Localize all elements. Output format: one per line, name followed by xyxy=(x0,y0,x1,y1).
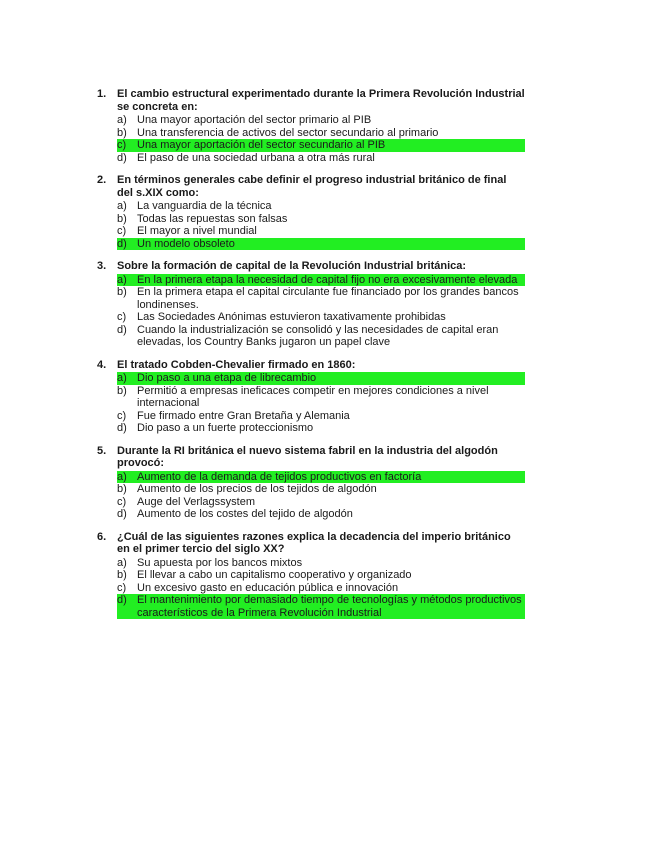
option-letter: d) xyxy=(117,323,127,336)
option xyxy=(97,213,525,226)
question-3 xyxy=(97,260,525,349)
question-heading xyxy=(97,531,525,556)
option-letter: d) xyxy=(117,422,127,434)
question-text: ¿Cuál de las siguientes razones explica la decadencia del imperio británico en el primer tercio del siglo XX? xyxy=(117,530,511,555)
option-list xyxy=(97,200,525,250)
option-letter: b) xyxy=(117,569,127,581)
option-text: El paso de una sociedad urbana a otra más rural xyxy=(137,151,375,164)
option-list xyxy=(97,471,525,521)
option-letter: b) xyxy=(117,286,127,298)
option-text: Aumento de los costes del tejido de algodón xyxy=(137,508,353,520)
question-number: 2. xyxy=(97,174,107,186)
option-text: Dio paso a una etapa de librecambio xyxy=(137,372,525,385)
option-list xyxy=(97,372,525,435)
option xyxy=(97,483,525,496)
question-text: El tratado Cobden-Chevalier firmado en 1860: xyxy=(117,358,356,371)
option-text: El llevar a cabo un capitalismo cooperativo y organizado xyxy=(137,569,412,581)
option xyxy=(97,114,525,127)
question-text: Sobre la formación de capital de la Revolución Industrial británica: xyxy=(117,260,467,272)
option xyxy=(97,410,525,423)
question-number: 6. xyxy=(97,530,107,543)
option xyxy=(97,152,525,165)
option-letter: d) xyxy=(117,238,137,251)
option-text: Su apuesta por los bancos mixtos xyxy=(137,556,303,569)
question-number: 1. xyxy=(97,88,107,100)
option-text: En la primera etapa la necesidad de capital fijo no era excesivamente elevada xyxy=(137,274,525,287)
option-text: Aumento de la demanda de tejidos productivos en factoría xyxy=(137,471,525,484)
option xyxy=(97,385,525,410)
option-text: En la primera etapa el capital circulante fue financiado por los grandes bancos londinenses. xyxy=(137,286,519,311)
option-text: Las Sociedades Anónimas estuvieron taxativamente prohibidas xyxy=(137,311,446,323)
option-text: Aumento de los precios de los tejidos de algodón xyxy=(137,483,377,495)
option xyxy=(97,225,525,238)
option-letter: a) xyxy=(117,274,137,287)
option-letter: a) xyxy=(117,556,127,569)
option-text: La vanguardia de la técnica xyxy=(137,200,272,212)
option-text: Dio paso a un fuerte proteccionismo xyxy=(137,422,314,434)
option-correct-highlighted xyxy=(97,372,525,385)
option-correct-highlighted xyxy=(97,274,525,287)
option xyxy=(97,324,525,349)
option xyxy=(97,508,525,521)
option xyxy=(97,422,525,435)
question-heading xyxy=(97,260,525,273)
question-text: En términos generales cabe definir el progreso industrial británico de final del s.XIX como: xyxy=(117,174,507,199)
option-letter: c) xyxy=(117,495,127,508)
option-letter: b) xyxy=(117,483,127,495)
option-text: Fue firmado entre Gran Bretaña y Alemania xyxy=(137,409,350,422)
option xyxy=(97,200,525,213)
option-letter: d) xyxy=(117,594,137,619)
option-list xyxy=(97,114,525,164)
option-letter: a) xyxy=(117,114,127,126)
option-letter: a) xyxy=(117,200,127,212)
question-2 xyxy=(97,174,525,250)
option-text: Una mayor aportación del sector secundario al PIB xyxy=(137,139,525,152)
option-text: Un excesivo gasto en educación pública e innovación xyxy=(137,581,399,594)
option xyxy=(97,557,525,570)
question-text: El cambio estructural experimentado durante la Primera Revolución Industrial se concreta en: xyxy=(117,88,525,113)
option-list xyxy=(97,274,525,349)
option xyxy=(97,311,525,324)
question-heading xyxy=(97,88,525,113)
option-correct-highlighted xyxy=(97,471,525,484)
question-number: 5. xyxy=(97,444,107,457)
option xyxy=(97,286,525,311)
option-correct-highlighted xyxy=(97,594,525,619)
option-text: El mantenimiento por demasiado tiempo de tecnologías y métodos productivos característicos de la Primera Revolución Industrial xyxy=(137,594,525,619)
option-letter: c) xyxy=(117,225,127,237)
question-text: Durante la RI británica el nuevo sistema fabril en la industria del algodón provocó: xyxy=(117,444,498,469)
option-correct-highlighted xyxy=(97,139,525,152)
question-1 xyxy=(97,88,525,164)
option-text: Todas las repuestas son falsas xyxy=(137,212,288,225)
question-list xyxy=(97,88,525,619)
option xyxy=(97,582,525,595)
option-text: Una mayor aportación del sector primario al PIB xyxy=(137,114,372,126)
question-4 xyxy=(97,359,525,435)
option-letter: b) xyxy=(117,384,127,397)
option-letter: c) xyxy=(117,409,127,422)
option-letter: d) xyxy=(117,151,127,164)
question-number: 4. xyxy=(97,358,107,371)
option-letter: a) xyxy=(117,372,137,385)
question-heading xyxy=(97,359,525,372)
option-letter: c) xyxy=(117,581,127,594)
option-letter: c) xyxy=(117,139,137,152)
option-letter: a) xyxy=(117,471,137,484)
option-list xyxy=(97,557,525,620)
option xyxy=(97,569,525,582)
option-text: Una transferencia de activos del sector secundario al primario xyxy=(137,126,439,139)
question-6 xyxy=(97,531,525,620)
question-heading xyxy=(97,445,525,470)
option-text: Auge del Verlagssystem xyxy=(137,495,256,508)
question-number: 3. xyxy=(97,260,107,272)
option-letter: d) xyxy=(117,508,127,520)
option xyxy=(97,496,525,509)
option-text: El mayor a nivel mundial xyxy=(137,225,257,237)
option-letter: c) xyxy=(117,311,127,323)
option-text: Cuando la industrialización se consolidó y las necesidades de capital eran elevadas, los Country Banks jugaron un papel clave xyxy=(137,323,499,348)
option-text: Un modelo obsoleto xyxy=(137,238,525,251)
question-heading xyxy=(97,174,525,199)
question-5 xyxy=(97,445,525,521)
option-text: Permitió a empresas ineficaces competir en mejores condiciones a nivel internacional xyxy=(137,384,489,409)
option-correct-highlighted xyxy=(97,238,525,251)
option-letter: b) xyxy=(117,212,127,225)
option-letter: b) xyxy=(117,126,127,139)
option xyxy=(97,127,525,140)
